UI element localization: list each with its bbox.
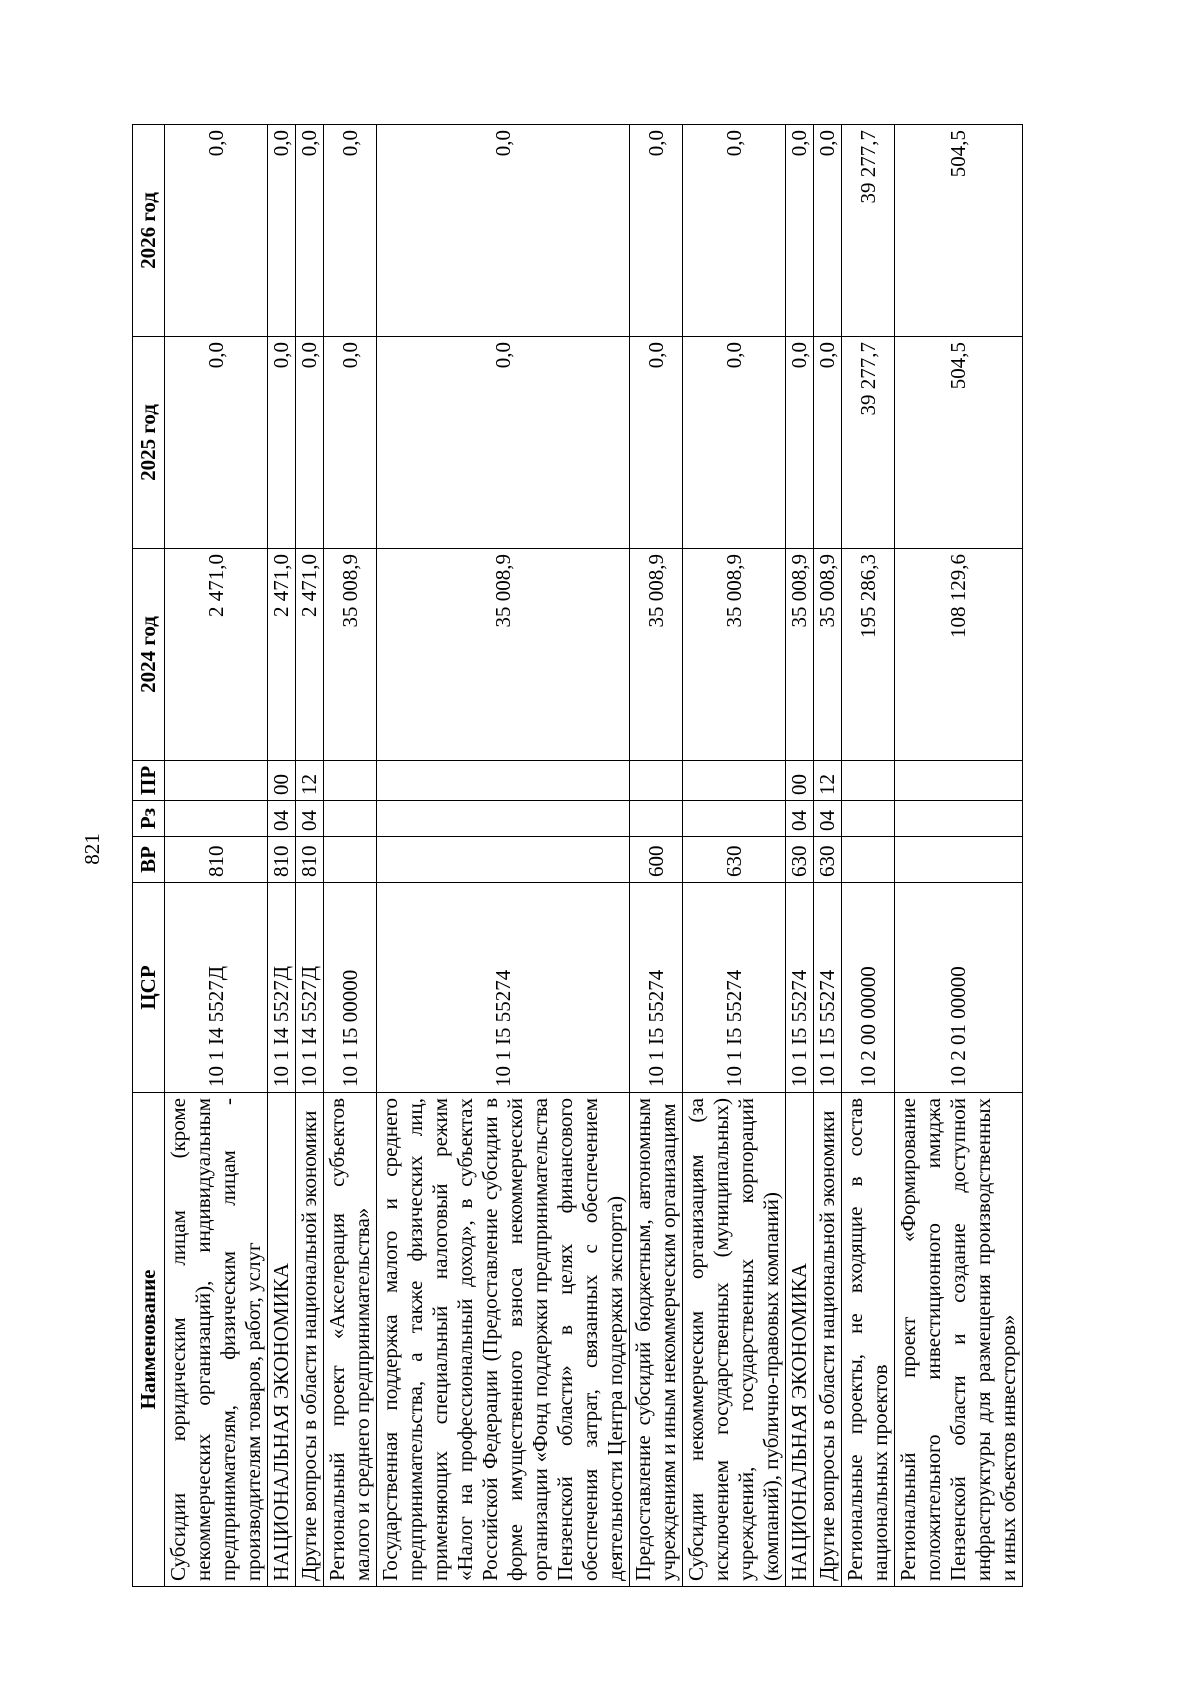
row-rz bbox=[377, 801, 630, 837]
row-2025: 0,0 bbox=[296, 337, 324, 549]
row-2025: 0,0 bbox=[630, 337, 683, 549]
table-row bbox=[814, 125, 842, 1587]
header-csr: ЦСР bbox=[133, 883, 165, 1093]
row-csr: 10 1 I4 5527Д bbox=[296, 883, 324, 1093]
row-vr: 810 bbox=[268, 837, 296, 883]
row-vr: 630 bbox=[683, 837, 786, 883]
row-2025: 39 277,7 bbox=[842, 337, 895, 549]
row-pr: 00 bbox=[786, 761, 814, 801]
row-rz: 04 bbox=[814, 801, 842, 837]
row-name: Региональные проекты, не входящие в состав национальных проектов bbox=[842, 1093, 895, 1587]
row-2024: 2 471,0 bbox=[296, 549, 324, 761]
row-pr bbox=[165, 761, 268, 801]
row-vr bbox=[377, 837, 630, 883]
row-2024: 35 008,9 bbox=[324, 549, 377, 761]
row-vr: 810 bbox=[165, 837, 268, 883]
row-2025: 0,0 bbox=[165, 337, 268, 549]
row-csr: 10 2 00 00000 bbox=[842, 883, 895, 1093]
row-csr: 10 1 I5 55274 bbox=[683, 883, 786, 1093]
row-rz: 04 bbox=[786, 801, 814, 837]
row-2025: 0,0 bbox=[786, 337, 814, 549]
header-pr: ПР bbox=[133, 761, 165, 801]
row-2024: 195 286,3 bbox=[842, 549, 895, 761]
row-2024: 2 471,0 bbox=[268, 549, 296, 761]
row-2025: 0,0 bbox=[814, 337, 842, 549]
row-name: Региональный проект «Акселерация субъектов малого и среднего предпринимательства» bbox=[324, 1093, 377, 1587]
row-name: Субсидии юридическим лицам (кроме некоммерческих организаций), индивидуальным предпринимателям, физическим лицам - производителям товаров, работ, услуг bbox=[165, 1093, 268, 1587]
budget-table bbox=[132, 124, 1023, 1587]
row-2025: 504,5 bbox=[895, 337, 1023, 549]
row-rz bbox=[683, 801, 786, 837]
row-pr: 00 bbox=[268, 761, 296, 801]
row-2026: 0,0 bbox=[324, 125, 377, 337]
table-row bbox=[165, 125, 268, 1587]
row-csr: 10 1 I4 5527Д bbox=[268, 883, 296, 1093]
row-pr bbox=[842, 761, 895, 801]
header-rz: Рз bbox=[133, 801, 165, 837]
row-2024: 35 008,9 bbox=[630, 549, 683, 761]
row-pr bbox=[377, 761, 630, 801]
row-name: НАЦИОНАЛЬНАЯ ЭКОНОМИКА bbox=[786, 1093, 814, 1587]
row-name: Государственная поддержка малого и среднего предпринимательства, а также физических лиц, применяющих специальный налоговый режим «Налог на профессиональный доход», в субъектах Российской Федерации (Предоставление субсидии в форме имущественного взноса некоммерческой организации «Фонд поддержки предпринимательства Пензенской области» в целях финансового обеспечения затрат, связанных с обеспечением деятельности Центра поддержки экспорта) bbox=[377, 1093, 630, 1587]
row-name: НАЦИОНАЛЬНАЯ ЭКОНОМИКА bbox=[268, 1093, 296, 1587]
row-name: Предоставление субсидий бюджетным, автономным учреждениям и иным некоммерческим организациям bbox=[630, 1093, 683, 1587]
row-csr: 10 1 I5 55274 bbox=[814, 883, 842, 1093]
row-2025: 0,0 bbox=[268, 337, 296, 549]
row-pr bbox=[683, 761, 786, 801]
row-rz bbox=[842, 801, 895, 837]
row-csr: 10 1 I4 5527Д bbox=[165, 883, 268, 1093]
row-rz bbox=[165, 801, 268, 837]
row-vr bbox=[842, 837, 895, 883]
row-2026: 504,5 bbox=[895, 125, 1023, 337]
row-2024: 108 129,6 bbox=[895, 549, 1023, 761]
header-2024: 2024 год bbox=[133, 549, 165, 761]
header-2025: 2025 год bbox=[133, 337, 165, 549]
row-pr: 12 bbox=[296, 761, 324, 801]
table-row bbox=[377, 125, 630, 1587]
row-pr bbox=[630, 761, 683, 801]
row-name: Региональный проект «Формирование положительного инвестиционного имиджа Пензенской области и создание доступной инфраструктуры для размещения производственных и иных объектов инвесторов» bbox=[895, 1093, 1023, 1587]
row-2026: 0,0 bbox=[786, 125, 814, 337]
table-row bbox=[630, 125, 683, 1587]
row-2024: 35 008,9 bbox=[377, 549, 630, 761]
row-pr bbox=[324, 761, 377, 801]
header-2026: 2026 год bbox=[133, 125, 165, 337]
table-row bbox=[296, 125, 324, 1587]
rotated-page-area bbox=[132, 125, 1069, 1587]
row-2024: 35 008,9 bbox=[683, 549, 786, 761]
row-2024: 2 471,0 bbox=[165, 549, 268, 761]
row-csr: 10 1 I5 55274 bbox=[377, 883, 630, 1093]
row-2026: 0,0 bbox=[296, 125, 324, 337]
row-2025: 0,0 bbox=[324, 337, 377, 549]
row-csr: 10 1 I5 55274 bbox=[786, 883, 814, 1093]
row-vr: 630 bbox=[786, 837, 814, 883]
row-csr: 10 1 I5 55274 bbox=[630, 883, 683, 1093]
row-2026: 0,0 bbox=[268, 125, 296, 337]
row-2026: 0,0 bbox=[165, 125, 268, 337]
row-csr: 10 2 01 00000 bbox=[895, 883, 1023, 1093]
row-2025: 0,0 bbox=[683, 337, 786, 549]
row-csr: 10 1 I5 00000 bbox=[324, 883, 377, 1093]
row-2026: 0,0 bbox=[814, 125, 842, 337]
table-row bbox=[268, 125, 296, 1587]
header-vr: ВР bbox=[133, 837, 165, 883]
row-vr: 630 bbox=[814, 837, 842, 883]
row-name: Субсидии некоммерческим организациям (за исключением государственных (муниципальных) учреждений, государственных корпораций (компаний), публично-правовых компаний) bbox=[683, 1093, 786, 1587]
row-name: Другие вопросы в области национальной экономики bbox=[296, 1093, 324, 1587]
rotated-table-container bbox=[132, 125, 1069, 1587]
table-header-row bbox=[133, 125, 165, 1587]
row-name: Другие вопросы в области национальной экономики bbox=[814, 1093, 842, 1587]
row-pr bbox=[895, 761, 1023, 801]
row-2026: 39 277,7 bbox=[842, 125, 895, 337]
row-vr bbox=[324, 837, 377, 883]
row-vr bbox=[895, 837, 1023, 883]
row-2026: 0,0 bbox=[683, 125, 786, 337]
row-2025: 0,0 bbox=[377, 337, 630, 549]
row-pr: 12 bbox=[814, 761, 842, 801]
row-rz bbox=[324, 801, 377, 837]
row-2024: 35 008,9 bbox=[786, 549, 814, 761]
row-vr: 600 bbox=[630, 837, 683, 883]
row-rz bbox=[630, 801, 683, 837]
row-vr: 810 bbox=[296, 837, 324, 883]
row-2026: 0,0 bbox=[630, 125, 683, 337]
table-row bbox=[324, 125, 377, 1587]
header-name: Наименование bbox=[133, 1093, 165, 1587]
table-row bbox=[683, 125, 786, 1587]
table-row bbox=[786, 125, 814, 1587]
row-rz bbox=[895, 801, 1023, 837]
row-2024: 35 008,9 bbox=[814, 549, 842, 761]
table-row bbox=[895, 125, 1023, 1587]
row-rz: 04 bbox=[296, 801, 324, 837]
row-2026: 0,0 bbox=[377, 125, 630, 337]
page-number: 821 bbox=[80, 833, 104, 865]
row-rz: 04 bbox=[268, 801, 296, 837]
table-row bbox=[842, 125, 895, 1587]
